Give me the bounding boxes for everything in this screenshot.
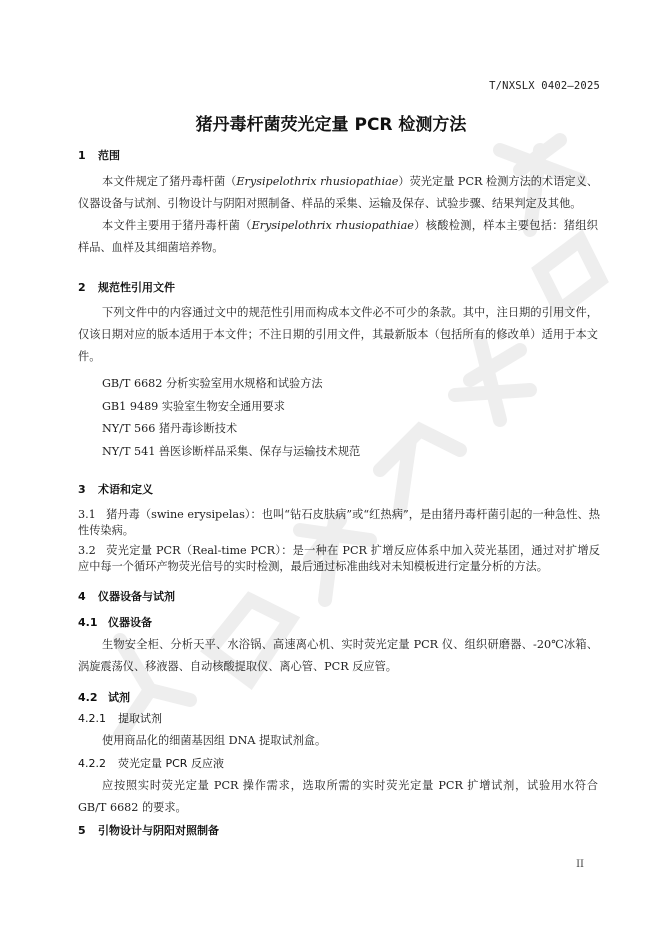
term-3-2 — [78, 543, 600, 575]
reference-item: NY/T 566 猪丹毒诊断技术 — [102, 422, 238, 435]
reference-item: GB1 9489 实验室生物安全通用要求 — [102, 400, 285, 413]
term-number: 3.2 — [78, 544, 96, 557]
subsection-4-1-heading — [78, 614, 152, 630]
extraction-reagent-paragraph: 使用商品化的细菌基因组 DNA 提取试剂盒。 — [102, 734, 327, 747]
subsection-number: 4.2.1 — [78, 712, 106, 725]
text-run: 本文件主要用于猪丹毒杆菌（ — [102, 219, 252, 232]
term-definition: 荧光定量 PCR（Real-time PCR）：是一种在 PCR 扩增反应体系中加入荧光基团，通过对扩增反应中每一个循环产物荧光信号的实时检测，最后通过标准曲线对未知模板进行定量分析的方法。 — [78, 544, 600, 573]
section-4-heading — [78, 588, 175, 604]
subsection-number: 4.2 — [78, 691, 98, 704]
section-title: 引物设计与阴阳对照制备 — [98, 824, 219, 837]
latin-name: Erysipelothrix rhusiopathiae — [251, 219, 414, 232]
section-title: 仪器设备与试剂 — [98, 590, 175, 603]
watermark-stroke — [380, 430, 460, 510]
section-number: 1 — [78, 149, 86, 162]
subsection-title: 荧光定量 PCR 反应液 — [118, 757, 224, 770]
pcr-reagent-paragraph: 应按照实时荧光定量 PCR 操作需求，选取所需的实时荧光定量 PCR 扩增试剂，试验用水符合 GB/T 6682 的要求。 — [78, 779, 598, 814]
text-run: ）荧光定量 PCR 检测方法的术语定义、仪器设备与试剂、引物设计与阴阳对照制备、样品的采集、运输及保存、试验步骤、结果判定及其他。 — [78, 175, 598, 210]
subsection-number: 4.2.2 — [78, 757, 106, 770]
document-title: 猪丹毒杆菌荧光定量 PCR 检测方法 — [195, 115, 467, 135]
subsection-title: 试剂 — [108, 691, 130, 704]
equipment-paragraph: 生物安全柜、分析天平、水浴锅、高速离心机、实时荧光定量 PCR 仪、组织研磨器、-20℃冰箱、涡旋震荡仪、移液器、自动核酸提取仪、离心管、PCR 反应管。 — [78, 638, 598, 673]
page-number: II — [576, 859, 584, 870]
section-5-heading — [78, 822, 219, 838]
section-number: 2 — [78, 281, 86, 294]
latin-name: Erysipelothrix rhusiopathiae — [236, 175, 399, 188]
term-number: 3.1 — [78, 508, 96, 521]
text-run: 本文件规定了猪丹毒杆菌（ — [102, 175, 237, 188]
subsection-title: 提取试剂 — [118, 712, 162, 725]
standard-code: T/NXSLX 0402—2025 — [489, 80, 600, 92]
section-1-heading — [78, 147, 120, 163]
subsection-4-2-1-heading — [78, 710, 162, 726]
reference-item: NY/T 541 兽医诊断样品采集、保存与运输技术规范 — [102, 445, 361, 458]
subsection-number: 4.1 — [78, 616, 98, 629]
text-run: ）核酸检测，样本主要包括：猪组织样品、血样及其细菌培养物。 — [78, 219, 598, 254]
subsection-title: 仪器设备 — [108, 616, 152, 629]
scope-paragraph-1 — [78, 171, 598, 215]
term-definition: 猪丹毒（swine erysipelas）：也叫“钻石皮肤病”或“红热病”，是由猪丹毒杆菌引起的一种急性、热性传染病。 — [78, 508, 600, 537]
reference-item: GB/T 6682 分析实验室用水规格和试验方法 — [102, 377, 323, 390]
section-title: 规范性引用文件 — [98, 281, 175, 294]
subsection-4-2-heading — [78, 689, 130, 705]
section-title: 术语和定义 — [98, 483, 153, 496]
subsection-4-2-2-heading — [78, 755, 224, 771]
section-number: 3 — [78, 483, 86, 496]
section-title: 范围 — [98, 149, 120, 162]
section-2-heading — [78, 279, 175, 295]
normative-references-paragraph: 下列文件中的内容通过文中的规范性引用而构成本文件必不可少的条款。其中，注日期的引用文件，仅该日期对应的版本适用于本文件；不注日期的引用文件，其最新版本（包括所有的修改单）适用于本文件。 — [78, 306, 598, 363]
section-3-heading — [78, 481, 153, 497]
scope-paragraph-2 — [78, 215, 598, 259]
section-number: 4 — [78, 590, 86, 603]
section-number: 5 — [78, 824, 86, 837]
term-3-1 — [78, 507, 600, 539]
